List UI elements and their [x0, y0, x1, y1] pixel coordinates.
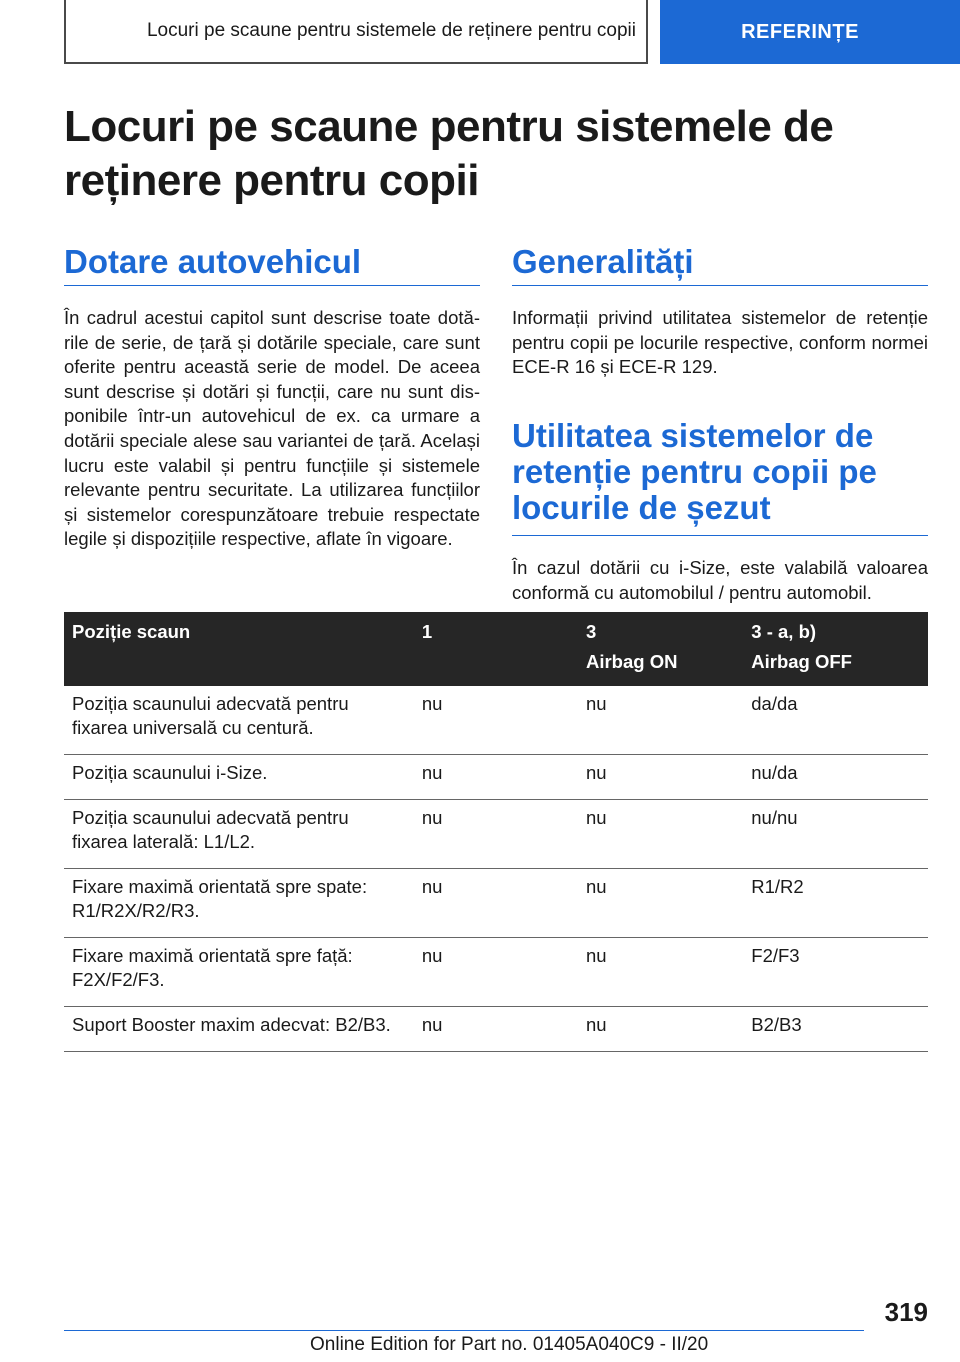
page-title: Locuri pe scaune pentru sistemele de reținere pentru copii	[64, 102, 834, 205]
section-tab[interactable]: REFERINȚE	[660, 0, 960, 64]
heading-dotare: Dotare autovehicul	[64, 240, 480, 286]
table-cell: nu	[578, 800, 743, 869]
footer-divider	[64, 1330, 864, 1331]
header-cell	[414, 612, 578, 686]
header-cell	[743, 612, 928, 686]
table-cell: nu	[414, 800, 578, 869]
table-cell: R1/R2	[743, 869, 928, 938]
table-header-row	[64, 612, 928, 686]
page-number: 319	[884, 1297, 928, 1327]
header-line-1: 1	[421, 621, 433, 642]
header-line-2: Airbag OFF	[751, 651, 852, 672]
header-cell	[578, 612, 743, 686]
table-cell: nu	[414, 938, 578, 1007]
table-row	[64, 869, 928, 938]
table-row	[64, 938, 928, 1007]
header-cell	[64, 612, 414, 686]
heading-utilitatea: Utilitatea sistemelor de retenție pentru copii pe locurile de șezut	[512, 418, 928, 536]
table-cell: Poziția scaunului adecvată pentru fixarea universală cu centură.	[64, 686, 414, 755]
table-cell: nu	[414, 686, 578, 755]
table-cell: Poziția scaunului i-Size.	[64, 755, 414, 800]
table-cell: nu	[578, 869, 743, 938]
table-cell: nu	[414, 869, 578, 938]
table-row	[64, 686, 928, 755]
table-row	[64, 800, 928, 869]
table-cell: B2/B3	[743, 1007, 928, 1052]
table-cell: Fixare maximă orientată spre față: F2X/F2/F3.	[64, 938, 414, 1007]
table-cell: Poziția scaunului adecvată pentru fixarea laterală: L1/L2.	[64, 800, 414, 869]
table-cell: nu/nu	[743, 800, 928, 869]
paragraph-dotare: În cadrul acestui capitol sunt descrise toate dotările de serie, de țară și dotările speciale, care sunt oferite pentru această serie de model. De aceea sunt descrise și dotări și funcții, care nu sunt disponibile într-un autovehicul de ex. ca urmare a dotării speciale alese sau variantei de țară. Același lucru este valabil și pentru funcțiile și sistemele relevante pentru securitate. La utilizarea funcțiilor și sistemelor corespunzătoare trebuie respectate legile și dispozițiile respective, aflate în vigoare.	[64, 307, 480, 550]
table-cell: nu	[578, 686, 743, 755]
table-cell: Fixare maximă orientată spre spate: R1/R2X/R2/R3.	[64, 869, 414, 938]
paragraph-utilitatea: În cazul dotării cu i-Size, este valabilă valoarea conformă cu automobilul / pentru automobil.	[512, 557, 928, 603]
table-row	[64, 1007, 928, 1052]
table-cell: nu	[578, 1007, 743, 1052]
table-cell: Suport Booster maxim adecvat: B2/B3.	[64, 1007, 414, 1052]
seat-position-table	[64, 612, 928, 1052]
table-cell: nu/da	[743, 755, 928, 800]
table-cell: nu	[578, 938, 743, 1007]
table-cell: nu	[414, 755, 578, 800]
table-cell: F2/F3	[743, 938, 928, 1007]
running-title: Locuri pe scaune pentru sistemele de reținere pentru copii	[146, 20, 636, 41]
edition-footer: Online Edition for Part no. 01405A040C9 - II/20	[310, 1334, 709, 1355]
running-header	[64, 0, 648, 64]
header-line-2: Airbag ON	[585, 651, 678, 672]
table-cell: nu	[578, 755, 743, 800]
header-line-1: 3	[585, 621, 597, 642]
heading-generalitati: Generalități	[512, 240, 928, 286]
table-cell: nu	[414, 1007, 578, 1052]
table-cell: da/da	[743, 686, 928, 755]
header-line-1: 3 - a, b)	[751, 621, 817, 642]
paragraph-generalitati: Informații privind utilitatea sistemelor de retenție pentru copii pe locurile respective, conform normei ECE-R 16 și ECE-R 129.	[512, 307, 928, 378]
table-row	[64, 755, 928, 800]
header-line-1: Poziție scaun	[72, 621, 191, 642]
